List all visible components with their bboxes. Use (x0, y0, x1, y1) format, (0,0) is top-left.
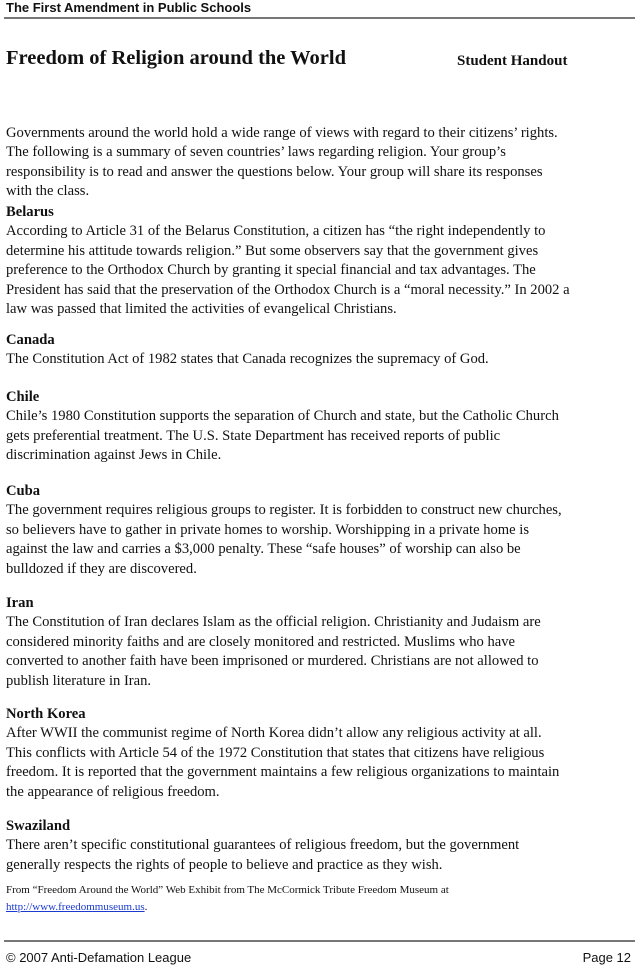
header-divider (4, 17, 635, 19)
text-line: Governments around the world hold a wide range of views with regard to their citizens’ rights. (6, 125, 558, 141)
handout-label: Student Handout (457, 53, 568, 69)
source-end: . (144, 901, 148, 913)
text-line: The government requires religious groups to register. It is forbidden to construct new churches, (6, 502, 562, 519)
text-line: After WWII the communist regime of North Korea didn’t allow any religious activity at all. (6, 725, 542, 742)
text-line: law was passed that limited the activities of evangelical Christians. (6, 301, 397, 318)
text-line: The following is a summary of seven countries’ laws regarding religion. Your group’s (6, 144, 506, 161)
text-line: gets preferential treatment. The U.S. State Department has received reports of public (6, 427, 501, 444)
section-heading: Canada (6, 332, 55, 348)
intro-paragraph (6, 124, 558, 202)
text-line: President has said that the preservation of the Orthodox Church is a “moral necessity.” In 2002 a (6, 281, 570, 298)
section-belarus (6, 203, 570, 319)
text-line: so believers have to gather in private homes to worship. Worshipping in a private home is (6, 521, 530, 538)
text-line: determine his attitude towards religion.” But some observers say that the government gives (6, 242, 539, 259)
section-heading: Cuba (6, 483, 41, 499)
text-line: discrimination against Jews in Chile. (6, 447, 222, 464)
text-line: preference to the Orthodox Church by granting it special financial and tax advantages. The (6, 262, 536, 279)
page-title: Freedom of Religion around the World (6, 47, 346, 69)
text-line: with the class. (6, 183, 90, 200)
text-line: the appearance of religious freedom. (6, 783, 220, 800)
text-line: The Constitution of Iran declares Islam as the official religion. Christianity and Judaism are (6, 614, 541, 631)
text-line: responsibility is to read and answer the questions below. Your group will share its responses (6, 163, 543, 180)
section-canada (6, 331, 489, 370)
section-heading: Iran (6, 595, 34, 611)
text-line: bulldozed if they are discovered. (6, 560, 197, 577)
text-line: According to Article 31 of the Belarus Constitution, a citizen has “the right independently to (6, 223, 546, 240)
section-heading: Belarus (6, 204, 54, 220)
text-line: generally respects the rights of people to believe and practice as they wish. (6, 856, 443, 873)
text-line: The Constitution Act of 1982 states that Canada recognizes the supremacy of God. (6, 351, 489, 368)
footer-divider (4, 940, 635, 942)
page-number: Page 12 (582, 950, 631, 965)
section-heading: Chile (6, 389, 40, 405)
section-heading: Swaziland (6, 818, 71, 834)
section-heading: North Korea (6, 706, 86, 722)
copyright: © 2007 Anti-Defamation League (6, 950, 192, 965)
source-citation (6, 882, 449, 916)
text-line: publish literature in Iran. (6, 672, 152, 689)
text-line: Chile’s 1980 Constitution supports the separation of Church and state, but the Catholic Church (6, 408, 559, 425)
text-line: considered minority faiths and are closely monitored and restricted. Muslims who have (6, 633, 516, 650)
section-chile (6, 388, 559, 466)
section-swaziland (6, 817, 519, 875)
source-text: From “Freedom Around the World” Web Exhibit from The McCormick Tribute Freedom Museum at (6, 884, 449, 896)
section-cuba (6, 482, 562, 579)
text-line: against the law and carries a $3,000 penalty. These “safe houses” of worship can also be (6, 541, 521, 558)
source-link[interactable]: http://www.freedommuseum.us (6, 901, 145, 913)
text-line: This conflicts with Article 54 of the 1972 Constitution that states that citizens have religious (6, 744, 545, 761)
section-north-korea (6, 705, 559, 802)
running-header: The First Amendment in Public Schools (6, 0, 252, 15)
text-line: freedom. It is reported that the government maintains a few religious organizations to maintain (6, 764, 560, 781)
section-iran (6, 594, 541, 691)
text-line: converted to another faith have been imprisoned or murdered. Christians are not allowed to (6, 653, 539, 670)
text-line: There aren’t specific constitutional guarantees of religious freedom, but the government (6, 837, 520, 854)
